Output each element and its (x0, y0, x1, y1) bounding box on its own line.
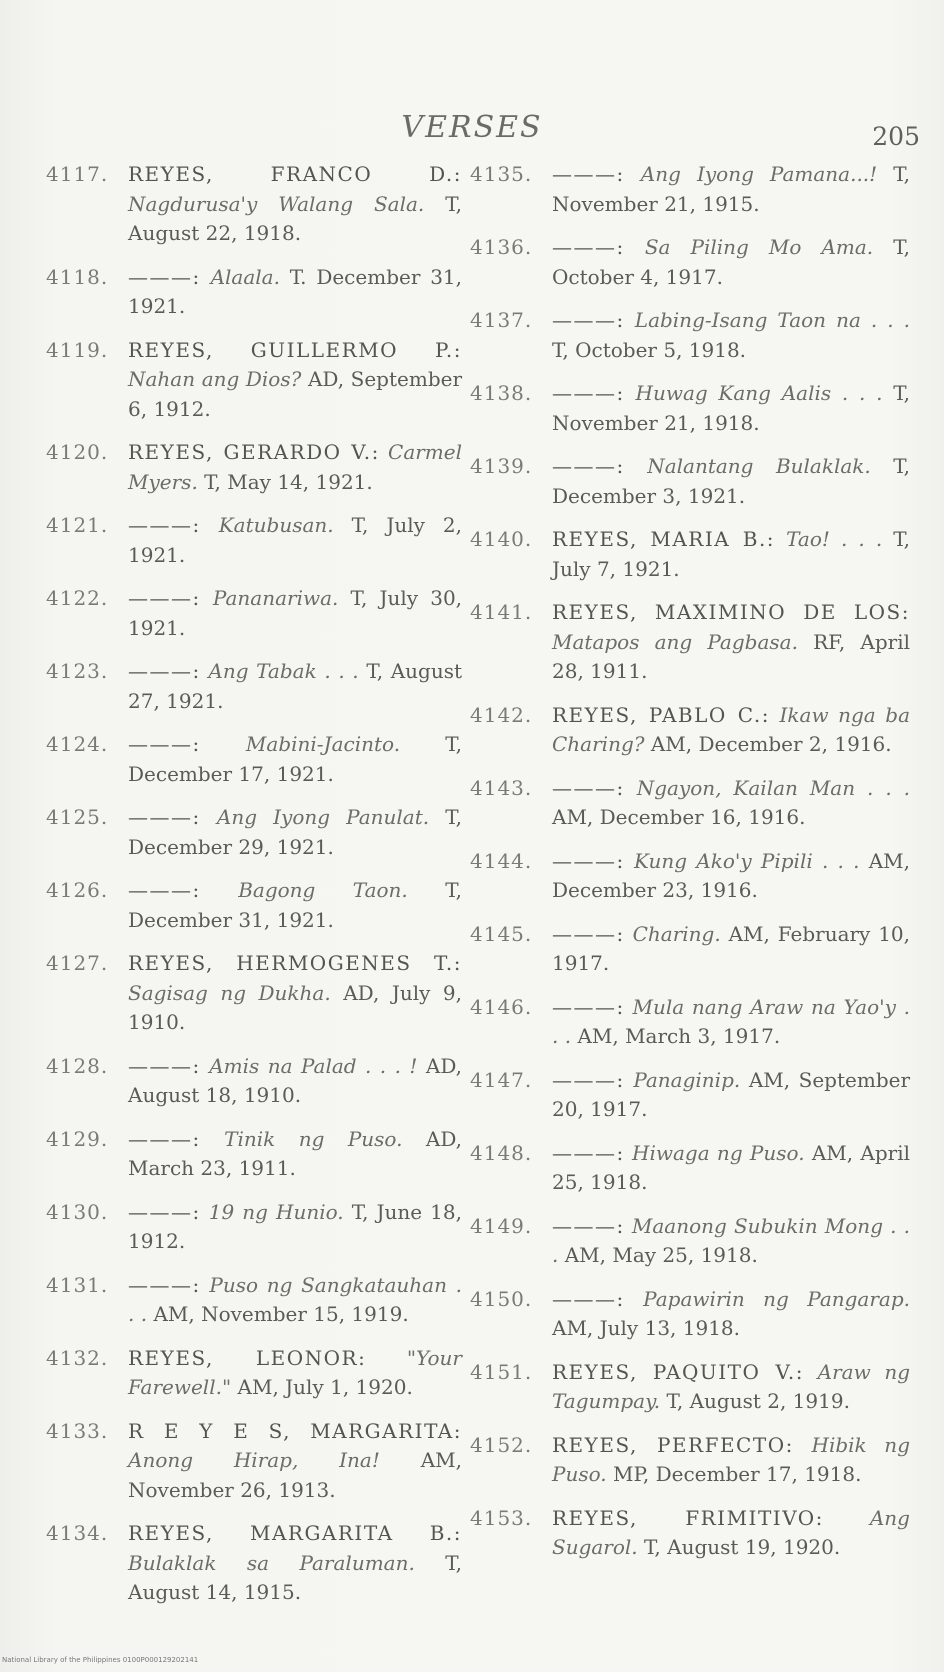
entry-number: 4132. (46, 1345, 109, 1370)
entry-title: Ang Tabak . . . (208, 659, 359, 683)
entry-title: "Your Farewell." (128, 1345, 462, 1399)
entry-author: ———: (552, 848, 625, 873)
entry-author: ———: (128, 586, 201, 610)
entry-title: Puso ng Sangkatauhan . . . (128, 1272, 462, 1326)
entry-author: ———: (552, 454, 625, 478)
entry-title: Huwag Kang Aalis . . . (635, 381, 883, 405)
bibliography-entry (46, 876, 462, 935)
bibliography-entry (46, 803, 462, 862)
entry-author: ———: (128, 1272, 201, 1297)
entry-source-date: AD, September 6, 1912. (128, 367, 463, 421)
entry-author: ———: (552, 162, 625, 186)
bibliography-entry (470, 160, 910, 219)
entry-source-date: T, December 3, 1921. (552, 454, 910, 508)
entry-author: ———: (552, 381, 625, 405)
entry-author: REYES, GUILLERMO P.: (128, 337, 462, 362)
entry-number: 4126. (46, 878, 109, 902)
bibliography-entry (470, 993, 910, 1052)
entry-author: ———: (128, 659, 201, 683)
entry-author: ———: (552, 308, 625, 332)
bibliography-entry (46, 1271, 462, 1330)
entry-source-date: AM, November 15, 1919. (153, 1302, 409, 1326)
bibliography-entry (470, 701, 910, 760)
bibliography-entry (470, 847, 910, 906)
entry-number: 4125. (46, 805, 109, 829)
entry-author: REYES, HERMOGENES T.: (128, 951, 462, 975)
entry-author: ———: (552, 994, 625, 1019)
bibliography-entry (470, 306, 910, 365)
entry-source-date: T, July 2, 1921. (128, 513, 463, 567)
entry-title: Hibik ng Puso. (552, 1432, 910, 1486)
entry-author: REYES, MAXIMINO DE LOS: (552, 600, 910, 624)
entry-title: Amis na Palad . . . ! (209, 1053, 418, 1078)
entry-title: Panaginip. (633, 1067, 741, 1092)
entry-title: Mabini-Jacinto. (245, 732, 401, 756)
entry-number: 4139. (470, 454, 533, 478)
bibliography-entry (46, 730, 462, 789)
entry-source-date: T, May 14, 1921. (204, 469, 373, 494)
bibliography-entry (470, 379, 910, 438)
entry-number: 4151. (470, 1359, 533, 1384)
entry-title: Maanong Subukin Mong . . . (552, 1213, 910, 1267)
entry-number: 4141. (470, 600, 533, 624)
bibliography-entry (470, 1066, 910, 1125)
entry-author: ———: (128, 513, 201, 537)
entry-number: 4122. (46, 586, 109, 610)
entry-title: Nalantang Bulaklak. (647, 454, 871, 478)
left-column (46, 160, 462, 1622)
entry-number: 4129. (46, 1126, 109, 1151)
entry-source-date: AM, May 25, 1918. (564, 1243, 758, 1267)
entry-source-date: AD, March 23, 1911. (128, 1126, 463, 1180)
entry-author: R E Y E S, MARGARITA: (128, 1418, 462, 1443)
entry-source-date: T, October 4, 1917. (552, 235, 910, 289)
entry-source-date: AD, July 9, 1910. (128, 980, 462, 1034)
entry-author: ———: (128, 805, 201, 829)
entry-source-date: AM, December 16, 1916. (552, 805, 806, 829)
entry-author: ———: (128, 264, 201, 289)
entry-title: Bagong Taon. (238, 878, 408, 902)
entry-author: REYES, PERFECTO: (552, 1432, 794, 1457)
entry-author: ———: (128, 1199, 201, 1224)
entry-number: 4152. (470, 1432, 533, 1457)
bibliography-entry (470, 233, 910, 292)
entry-source-date: AD, August 18, 1910. (128, 1053, 463, 1107)
entry-number: 4118. (46, 264, 109, 289)
entry-source-date: T, August 19, 1920. (644, 1535, 841, 1559)
entry-author: ———: (552, 1067, 625, 1092)
footer-credit: National Library of the Philippines 0100P000129202141 (2, 1656, 199, 1664)
entry-title: Anong Hirap, Ina! (128, 1448, 380, 1472)
right-column (470, 160, 910, 1577)
entry-title: Carmel Myers. (128, 440, 462, 494)
entry-source-date: AM, September 20, 1917. (552, 1067, 911, 1121)
entry-title: Hiwaga ng Puso. (632, 1140, 805, 1165)
entry-author: ———: (552, 1286, 625, 1311)
entry-title: Sa Piling Mo Ama. (644, 235, 874, 259)
bibliography-entry (46, 1417, 462, 1506)
entry-number: 4120. (46, 440, 109, 464)
entry-source-date: AM, February 10, 1917. (552, 921, 911, 975)
entry-title: Araw ng Tagumpay. (552, 1359, 910, 1413)
entry-title: 19 ng Hunio. (208, 1199, 344, 1224)
bibliography-entry (46, 336, 462, 425)
entry-title: Bulaklak sa Paraluman. (128, 1550, 415, 1575)
entry-number: 4123. (46, 659, 109, 683)
entry-source-date: T, December 29, 1921. (128, 805, 463, 859)
entry-number: 4138. (470, 381, 533, 405)
bibliography-entry (470, 452, 910, 511)
entry-title: Labing-Isang Taon na . . . (634, 308, 911, 332)
entry-source-date: AM, April 25, 1918. (552, 1140, 911, 1194)
entry-author: REYES, PABLO C.: (552, 702, 770, 727)
entry-number: 4147. (470, 1067, 533, 1092)
bibliography-entry (46, 949, 462, 1038)
bibliography-entry (470, 598, 910, 687)
entry-source-date: RF, April 28, 1911. (552, 629, 910, 683)
entry-number: 4143. (470, 775, 533, 800)
entry-title: Ikaw nga ba Charing? (552, 702, 910, 756)
entry-number: 4142. (470, 702, 533, 727)
entry-source-date: AM, December 2, 1916. (650, 732, 892, 756)
entry-number: 4140. (470, 527, 533, 551)
entry-author: REYES, PAQUITO V.: (552, 1359, 805, 1384)
bibliography-entry (470, 525, 910, 584)
entry-number: 4119. (46, 337, 109, 362)
entry-source-date: AM, March 3, 1917. (577, 1024, 781, 1048)
entry-source-date: T, July 30, 1921. (128, 586, 463, 640)
entry-number: 4133. (46, 1418, 109, 1443)
entry-number: 4150. (470, 1286, 533, 1311)
bibliography-entry (470, 774, 910, 833)
entry-source-date: T, August 2, 1919. (666, 1389, 850, 1413)
bibliography-entry (46, 511, 462, 570)
entry-number: 4134. (46, 1521, 109, 1545)
entry-number: 4137. (470, 308, 533, 332)
entry-source-date: T, July 7, 1921. (552, 527, 911, 581)
entry-source-date: T, November 21, 1918. (552, 381, 911, 435)
entry-number: 4121. (46, 513, 109, 537)
entry-author: ———: (128, 732, 201, 756)
entry-source-date: AM, July 13, 1918. (552, 1316, 741, 1340)
entry-source-date: AM, November 26, 1913. (128, 1448, 462, 1502)
bibliography-entry (470, 1212, 910, 1271)
entry-title: Matapos ang Pagbasa. (552, 629, 798, 654)
entry-title: Kung Ako'y Pipili . . . (633, 848, 860, 873)
bibliography-entry (46, 263, 462, 322)
entry-title: Pananariwa. (212, 586, 339, 610)
entry-author: REYES, FRIMITIVO: (552, 1505, 824, 1530)
bibliography-entry (470, 1358, 910, 1417)
entry-number: 4145. (470, 921, 533, 946)
entry-title: Ang Sugarol. (552, 1505, 910, 1559)
entry-source-date: T. December 31, 1921. (128, 264, 462, 318)
bibliography-entry (46, 1519, 462, 1608)
entry-title: Tao! . . . (786, 527, 883, 551)
entry-source-date: T, December 31, 1921. (128, 878, 463, 932)
entry-author: REYES, FRANCO D.: (128, 162, 462, 186)
entry-title: Nahan ang Dios? (128, 367, 302, 391)
entry-source-date: T, August 14, 1915. (128, 1550, 462, 1604)
entry-number: 4128. (46, 1053, 109, 1078)
entry-source-date: MP, December 17, 1918. (613, 1462, 862, 1486)
bibliography-entry (46, 657, 462, 716)
bibliography-entry (46, 1052, 462, 1111)
entry-author: REYES, GERARDO V.: (128, 440, 380, 464)
entry-title: Papawirin ng Pangarap. (643, 1286, 910, 1311)
entry-author: REYES, MARGARITA B.: (128, 1521, 462, 1545)
bibliography-entry (46, 1125, 462, 1184)
bibliography-entry (470, 1504, 910, 1563)
entry-number: 4130. (46, 1199, 109, 1224)
entry-title: Ang Iyong Pamana...! (640, 162, 878, 186)
bibliography-entry (46, 1344, 462, 1403)
entry-author: ———: (552, 921, 625, 946)
entry-number: 4117. (46, 162, 109, 186)
bibliography-entry (46, 438, 462, 497)
entry-title: Sagisag ng Dukha. (128, 980, 331, 1005)
bibliography-entry (470, 1139, 910, 1198)
bibliography-entry (470, 1431, 910, 1490)
bibliography-entry (46, 160, 462, 249)
entry-title: Alaala. (210, 264, 280, 289)
entry-title: Ang Iyong Panulat. (216, 805, 430, 829)
page-number: 205 (872, 122, 920, 151)
entry-author: ———: (552, 235, 625, 259)
entry-title: Nagdurusa'y Walang Sala. (128, 191, 425, 216)
entry-source-date: T, August 27, 1921. (128, 659, 463, 713)
entry-number: 4127. (46, 951, 109, 975)
entry-number: 4148. (470, 1140, 533, 1165)
entry-number: 4135. (470, 162, 533, 186)
bibliography-entry (470, 920, 910, 979)
entry-source-date: AM, July 1, 1920. (237, 1375, 413, 1399)
entry-source-date: AM, December 23, 1916. (552, 848, 911, 902)
entry-title: Mula nang Araw na Yao'y . . . (552, 994, 911, 1048)
entry-title: Ngayon, Kailan Man . . . (636, 775, 910, 800)
entry-number: 4153. (470, 1505, 533, 1530)
entry-number: 4146. (470, 994, 533, 1019)
bibliography-entry (470, 1285, 910, 1344)
entry-title: Charing. (632, 921, 721, 946)
entry-author: ———: (128, 1053, 201, 1078)
entry-number: 4149. (470, 1213, 533, 1238)
entry-author: ———: (552, 1140, 625, 1165)
entry-title: Tinik ng Puso. (224, 1126, 403, 1151)
entry-source-date: T, August 22, 1918. (128, 191, 462, 245)
entry-author: ———: (128, 878, 201, 902)
entry-author: ———: (128, 1126, 201, 1151)
entry-author: REYES, LEONOR: (128, 1345, 367, 1370)
entry-author: ———: (552, 775, 625, 800)
entry-number: 4124. (46, 732, 109, 756)
entry-source-date: T, November 21, 1915. (552, 162, 911, 216)
page-title: VERSES (401, 110, 543, 145)
entry-author: REYES, MARIA B.: (552, 527, 776, 551)
entry-number: 4131. (46, 1272, 109, 1297)
entry-source-date: T, October 5, 1918. (552, 337, 747, 362)
entry-source-date: T, June 18, 1912. (128, 1199, 462, 1253)
entry-title: Katubusan. (218, 513, 334, 537)
entry-number: 4144. (470, 848, 533, 873)
bibliography-entry (46, 1198, 462, 1257)
entry-author: ———: (552, 1213, 625, 1238)
bibliography-entry (46, 584, 462, 643)
entry-number: 4136. (470, 235, 533, 259)
entry-source-date: T, December 17, 1921. (128, 732, 462, 786)
